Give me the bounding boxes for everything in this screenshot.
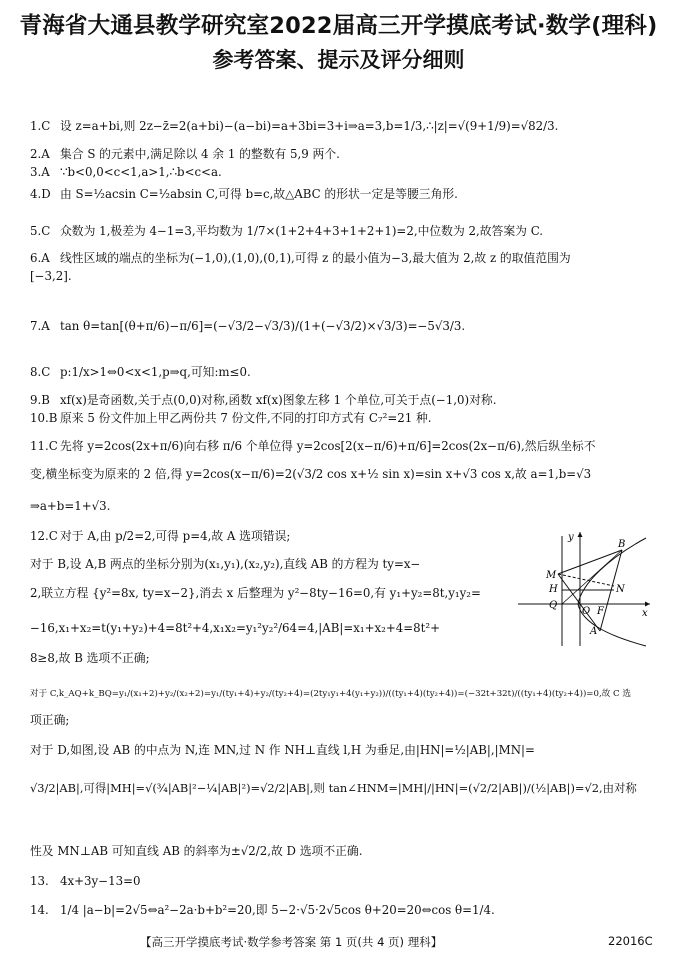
- answer-text: √3/2|AB|,可得|MH|=√(¾|AB|²−¼|AB|²)=√2/2|AB|,则 tan∠HNM=|MH|/|HN|=(√2/2|AB|)/(½|AB|)=√2,由对称: [30, 781, 637, 795]
- answer-text: 众数为 1,极差为 4−1=3,平均数为 1/7×(1+2+4+3+1+2+1)=2,中位数为 2,故答案为 C.: [60, 224, 544, 238]
- answer-line: [30, 556, 420, 572]
- answer-line: [30, 650, 150, 666]
- answer-text: 对于 C,k_AQ+k_BQ=y₁/(x₁+2)+y₂/(x₂+2)=y₁/(ty₁+4)+y₂/(ty₂+4)=(2ty₁y₁+4(y₁+y₂))/((ty₁+4)(ty₂+4))=(−32t+32t)/((ty₁+4)(ty₂+4))=0,故 C 选: [30, 689, 631, 699]
- answer-number: 1.C: [30, 119, 51, 133]
- answer-text: [−3,2].: [30, 269, 72, 283]
- answer-text: p:1/x>1⇔0<x<1,p⇒q,可知:m≤0.: [60, 365, 251, 379]
- answer-number: 7.A: [30, 319, 50, 333]
- answer-number: 4.D: [30, 187, 51, 201]
- answer-line: [30, 250, 571, 266]
- answer-line: [30, 873, 141, 889]
- answer-line: [30, 118, 558, 134]
- y-axis-arrow: [578, 532, 583, 537]
- answer-line: [30, 223, 543, 239]
- answer-text: 对于 A,由 p/2=2,可得 p=4,故 A 选项错误;: [60, 529, 291, 543]
- answer-text: ∵b<0,0<c<1,a>1,∴b<c<a.: [60, 165, 222, 179]
- page-title: 青海省大通县教学研究室2022届高三开学摸底考试·数学(理科): [19, 13, 658, 39]
- answer-line: [30, 843, 362, 859]
- answer-number: 10.B: [30, 411, 58, 425]
- answer-text: 线性区域的端点的坐标为(−1,0),(1,0),(0,1),可得 z 的最小值为−3,最大值为 2,故 z 的取值范围为: [60, 251, 571, 265]
- answer-text: 设 z=a+bi,则 2z−z̄=2(a+bi)−(a−bi)=a+3bi=3+i⇒a=3,b=1/3,∴|z|=√(9+1/9)=√82/3.: [60, 119, 559, 133]
- answer-text: 对于 B,设 A,B 两点的坐标分别为(x₁,y₁),(x₂,y₂),直线 AB 的方程为 ty=x−: [30, 557, 421, 571]
- answer-text: ⇒a+b=1+√3.: [30, 499, 111, 513]
- answer-text: 8≥8,故 B 选项不正确;: [30, 651, 150, 665]
- answer-text: −16,x₁+x₂=t(y₁+y₂)+4=8t²+4,x₁x₂=y₁²y₂²/64=4,|AB|=x₁+x₂+4=8t²+: [30, 621, 441, 635]
- answer-text: 对于 D,如图,设 AB 的中点为 N,连 MN,过 N 作 NH⊥直线 l,H 为垂足,由|HN|=½|AB|,|MN|=: [30, 743, 535, 757]
- answer-number: 5.C: [30, 224, 51, 238]
- label-A: A: [590, 626, 598, 637]
- answer-line: [30, 742, 535, 758]
- answer-number: 8.C: [30, 365, 51, 379]
- answer-text: xf(x)是奇函数,关于点(0,0)对称,函数 xf(x)图象左移 1 个单位,可关于点(−1,0)对称.: [60, 393, 497, 407]
- segment-QB: [562, 550, 622, 604]
- answer-line: [30, 902, 495, 918]
- answer-number: 6.A: [30, 251, 50, 265]
- answer-line: [30, 392, 496, 408]
- label-H: H: [549, 584, 558, 595]
- segment-MN: [558, 574, 614, 586]
- answer-text: 集合 S 的元素中,满足除以 4 余 1 的整数有 5,9 两个.: [60, 147, 340, 161]
- answer-line: [30, 780, 637, 796]
- answer-line: [30, 146, 340, 162]
- answer-number: 14.: [30, 903, 49, 917]
- answer-line: [30, 585, 481, 601]
- label-y: y: [568, 532, 574, 543]
- answer-number: 13.: [30, 874, 49, 888]
- x-axis-arrow: [645, 602, 650, 607]
- answer-line: [30, 268, 72, 284]
- label-M: M: [546, 570, 557, 581]
- answer-number: 9.B: [30, 393, 50, 407]
- answer-text: 项正确;: [30, 713, 70, 727]
- answer-number: 11.C: [30, 439, 58, 453]
- answer-line: [30, 498, 110, 514]
- parabola-figure: [514, 528, 654, 648]
- answer-line: [30, 410, 432, 426]
- label-x: x: [642, 608, 648, 619]
- answer-line: [30, 528, 290, 544]
- answer-text: 4x+3y−13=0: [60, 874, 141, 888]
- label-O: O: [582, 606, 591, 617]
- answer-line: [30, 318, 465, 334]
- footer-text: 【高三开学摸底考试·数学参考答案 第 1 页(共 4 页) 理科】: [140, 935, 443, 949]
- answer-number: 3.A: [30, 165, 50, 179]
- answer-text: 性及 MN⊥AB 可知直线 AB 的斜率为±√2/2,故 D 选项不正确.: [30, 844, 363, 858]
- answer-line: [30, 164, 222, 180]
- answer-line: [30, 364, 251, 380]
- answer-text: tan θ=tan[(θ+π/6)−π/6]=(−√3/2−√3/3)/(1+(−√3/2)×√3/3)=−5√3/3.: [60, 319, 466, 333]
- answer-line: [30, 466, 591, 482]
- answer-text: 1/4 |a−b|=2√5⇔a²−2a·b+b²=20,即 5−2·√5·2√5cos θ+20=20⇔cos θ=1/4.: [60, 903, 495, 917]
- answer-text: 先将 y=2cos(2x+π/6)向右移 π/6 个单位得 y=2cos[2(x−π/6)+π/6]=2cos(2x−π/6),然后纵坐标不: [60, 439, 596, 453]
- answer-line: [30, 186, 458, 202]
- label-B: B: [618, 539, 626, 550]
- label-N: N: [616, 584, 625, 595]
- segment-MA: [558, 574, 600, 631]
- answer-number: 12.C: [30, 529, 58, 543]
- footer-code: 22016C: [608, 934, 653, 948]
- answer-text: 变,横坐标变为原来的 2 倍,得 y=2cos(x−π/6)=2(√3/2 cos x+½ sin x)=sin x+√3 cos x,故 a=1,b=√3: [30, 467, 592, 481]
- answer-line: [30, 620, 440, 636]
- answer-text: 由 S=½acsin C=½absin C,可得 b=c,故△ABC 的形状一定是等腰三角形.: [60, 187, 458, 201]
- page-subtitle: 参考答案、提示及评分细则: [212, 48, 465, 72]
- label-Q: Q: [549, 600, 558, 611]
- answer-line: [30, 686, 631, 702]
- label-F: F: [597, 606, 604, 617]
- answer-number: 2.A: [30, 147, 50, 161]
- answer-text: 2,联立方程 {y²=8x, ty=x−2},消去 x 后整理为 y²−8ty−16=0,有 y₁+y₂=8t,y₁y₂=: [30, 586, 481, 600]
- answer-text: 原来 5 份文件加上甲乙两份共 7 份文件,不同的打印方式有 C₇²=21 种.: [60, 411, 432, 425]
- answer-line: [30, 438, 596, 454]
- answer-line: [30, 712, 69, 728]
- segment-MB: [558, 550, 622, 574]
